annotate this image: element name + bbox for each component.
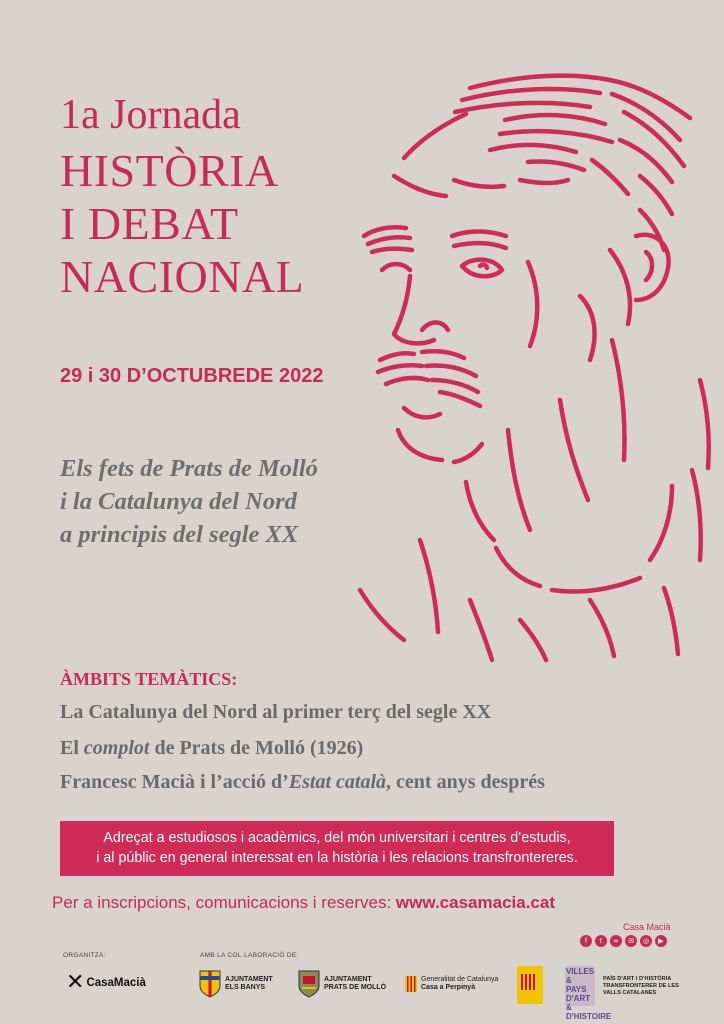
ambit-item-3-italic: Estat català: [288, 771, 387, 793]
title-line-4: NACIONAL: [60, 251, 305, 302]
sponsor-4-line3: VALLS CATALANES: [603, 989, 657, 996]
sponsor-3-line2: Casa a Perpinyà: [421, 984, 476, 991]
event-date: 29 i 30 D’OCTUBREDE 2022: [60, 365, 324, 387]
prats-de-mollo-shield-icon: [298, 970, 320, 998]
audience-banner: [60, 821, 614, 876]
els-banys-shield-icon: [199, 970, 221, 998]
ambit-item-3-before: Francesc Macià i l’acció d’: [60, 771, 289, 793]
subtitle-line-3: a principis del segle XX: [60, 521, 299, 548]
ambit-item-2-italic: complot: [83, 737, 150, 759]
sponsor-1-text: [225, 976, 273, 992]
ambit-item-2: [60, 737, 363, 760]
youtube-icon[interactable]: ▶: [655, 935, 667, 947]
generalitat-flag-icon: [405, 976, 417, 992]
sponsor-4-text: [603, 976, 681, 997]
ambit-item-1: La Catalunya del Nord al primer terç del segle XX: [60, 701, 492, 723]
social-icons: [580, 935, 667, 947]
ambits-heading: ÀMBITS TEMÀTICS:: [60, 669, 238, 689]
organitza-label: ORGANITZA:: [63, 952, 106, 959]
title-line-1: 1a Jornada: [60, 92, 241, 138]
banner-line-1: Adreçat a estudiosos i acadèmics, del món universitari i centres d’estudis,: [103, 830, 571, 846]
ambit-item-2-after: de Prats de Molló (1926): [149, 737, 364, 759]
sponsor-els-banys: [199, 970, 273, 998]
title-line-2: HISTÒRIA: [60, 145, 279, 196]
sponsor-4-line2: TRANSFRONTERER DE LES: [603, 982, 679, 989]
sponsor-1-line1: AJUNTAMENT: [225, 976, 273, 983]
sponsor-2-line1: AJUNTAMENT: [324, 976, 372, 983]
sponsor-4-line1: PAÍS D’ART I D’HISTÒRIA: [603, 975, 672, 982]
mail-icon[interactable]: ✉: [625, 935, 637, 947]
ambit-item-2-before: El: [60, 737, 84, 759]
title-line-3: I DEBAT: [60, 198, 239, 249]
sponsor-1-line2: ELS BANYS: [225, 984, 266, 991]
portrait-illustration: [330, 70, 724, 670]
link-icon[interactable]: ∞: [610, 935, 622, 947]
social-label: Casa Macià: [623, 922, 671, 932]
casamacia-logo: [66, 972, 146, 994]
subtitle-line-2: i la Catalunya del Nord: [60, 488, 297, 515]
sponsor-prats-de-mollo: [298, 970, 386, 998]
ambit-item-3-after: , cent anys després: [386, 771, 545, 793]
instagram-icon[interactable]: ◎: [640, 935, 652, 947]
colaboracio-label: AMB LA COL·LABORACIÓ DE:: [200, 952, 299, 959]
organizer-name: CasaMacià: [86, 977, 146, 989]
inscriptions-line: [52, 893, 555, 913]
x-mark-icon: ✕: [66, 970, 85, 995]
sponsor-2-text: [324, 976, 386, 992]
website-link[interactable]: www.casamacia.cat: [395, 893, 555, 912]
inscriptions-text: Per a inscripcions, comunicacions i reserves:: [52, 893, 396, 912]
facebook-icon[interactable]: f: [580, 935, 592, 947]
banner-line-2: i al públic en general interessat en la història i les relacions transfrontereres.: [96, 850, 578, 866]
sponsor-3-line1: Generalitat de Catalunya: [421, 976, 499, 983]
catalan-flag-logo-icon: [517, 966, 543, 1004]
villes-pays-logo: VILLES & PAYS D'ART & D'HISTOIRE: [566, 967, 612, 1021]
sponsor-pais-art-historia: [565, 966, 681, 1021]
sponsor-yellow-logo: [517, 966, 543, 1004]
subtitle-line-1: Els fets de Prats de Molló: [60, 455, 318, 482]
sponsor-3-text: [421, 976, 498, 992]
sponsor-generalitat: [405, 976, 498, 992]
ambit-item-3: [60, 771, 545, 794]
subtitle: [60, 452, 318, 551]
twitter-icon[interactable]: t: [595, 935, 607, 947]
sponsor-2-line2: PRATS DE MOLLÓ: [324, 984, 387, 991]
